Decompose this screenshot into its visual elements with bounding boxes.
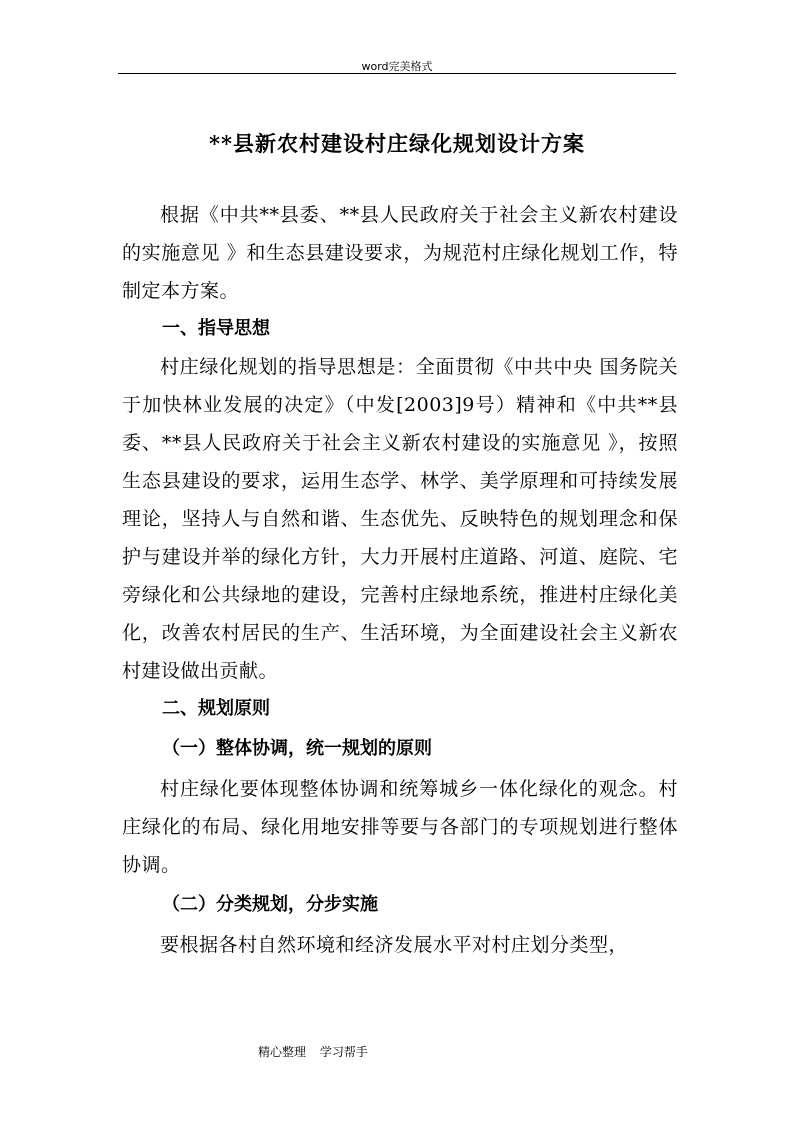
subsection-heading-classified-planning: （二）分类规划，分步实施 <box>162 894 378 915</box>
guiding-ideology-paragraph: 村庄绿化规划的指导思想是：全面贯彻《中共中央 国务院关于加快林业发展的决定》（中发[2003]9号）精神和《中共**县委、**县人民政府关于社会主义新农村建设的实施意见 》，按照生态县建设的要求，运用生态学、林学、美学原理和可持续发展理论，坚持人与自然和谐、生态优先、反映特色的规划理念和保护与建设并举的绿化方针，大力开展村庄道路、河道、庭院、宅旁绿化和公共绿地的建设，完善村庄绿地系统，推进村庄绿化美化，改善农村居民的生产、生活环境，为全面建设社会主义新农村建设做出贡献。 <box>122 356 678 682</box>
overall-coordination-paragraph: 村庄绿化要体现整体协调和统筹城乡一体化绿化的观念。村庄绿化的布局、绿化用地安排等要与各部门的专项规划进行整体协调。 <box>122 778 678 876</box>
section-heading-guiding-ideology: 一、指导思想 <box>162 318 270 339</box>
subsection-heading-overall-coordination: （一）整体协调，统一规划的原则 <box>162 738 432 759</box>
page-footer: 精心整理 学习帮手 <box>258 1045 368 1059</box>
classified-planning-paragraph: 要根据各村自然环境和经济发展水平对村庄划分类型， <box>160 934 629 956</box>
document-title: **县新农村建设村庄绿化规划设计方案 <box>209 131 585 156</box>
page-header: word完美格式 <box>361 60 433 73</box>
header-divider <box>118 73 676 74</box>
section-heading-planning-principles: 二、规划原则 <box>162 698 270 719</box>
intro-paragraph: 根据《中共**县委、**县人民政府关于社会主义新农村建设的实施意见 》和生态县建设要求，为规范村庄绿化规划工作，特制定本方案。 <box>122 204 678 302</box>
document-body <box>122 196 678 964</box>
